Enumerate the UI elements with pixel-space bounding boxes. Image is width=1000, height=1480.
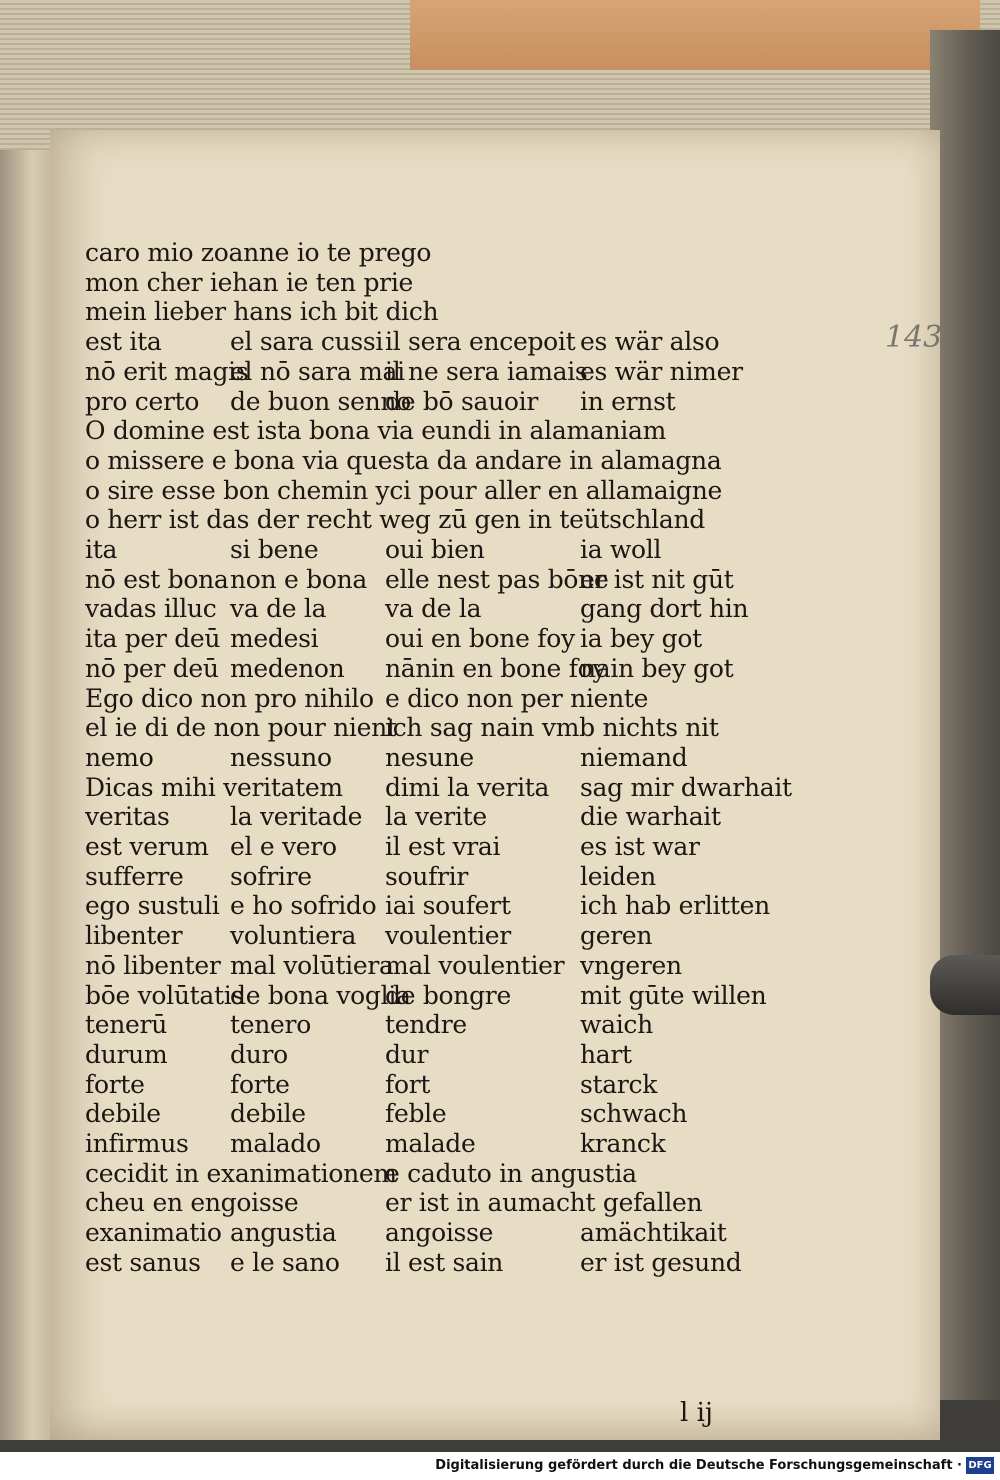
text-line-11-col-3: er ist nit gūt	[580, 564, 734, 594]
text-line-23-col-2: voulentier	[385, 921, 511, 951]
text-line-12-col-2: va de la	[385, 594, 482, 624]
book-fore-edge	[930, 30, 1000, 1450]
text-line-10-col-0: ita	[85, 535, 118, 564]
text-line-25-col-0: bōe volūtatis	[85, 980, 244, 1010]
text-line-4-col-0: nō erit magis	[85, 356, 249, 386]
text-line-33-col-2: angoisse	[385, 1218, 494, 1248]
text-line-24-col-3: vngeren	[580, 950, 682, 980]
dfg-logo: DFG	[966, 1457, 994, 1474]
text-line-13-col-0: ita per deū	[85, 624, 221, 654]
text-line-12-col-0: vadas illuc	[85, 594, 217, 624]
text-line-3-col-2: il sera encepoit	[385, 327, 576, 357]
text-line-28-col-2: fort	[385, 1069, 431, 1099]
text-line-21-col-1: sofrire	[230, 861, 312, 891]
text-line-28-col-1: forte	[230, 1069, 290, 1099]
text-line-13-col-2: oui en bone foy	[385, 624, 575, 654]
text-line-18-col-1: dimi la verita	[385, 772, 550, 802]
text-line-5-col-3: in ernst	[580, 386, 676, 416]
text-line-21-col-0: sufferre	[85, 861, 184, 891]
text-line-21-col-2: soufrir	[385, 861, 469, 891]
text-line-0-col-0: caro mio zoanne io te prego	[85, 238, 432, 267]
text-line-11-col-2: elle nest pas bōne	[385, 564, 609, 594]
text-line-20-col-0: est verum	[85, 832, 209, 861]
signature-mark: l ij	[680, 1398, 713, 1428]
text-line-2-col-0: mein lieber hans ich bit dich	[85, 297, 439, 327]
text-line-14-col-1: medenon	[230, 653, 345, 683]
text-line-8-col-0: o sire esse bon chemin yci pour aller en allamaigne	[85, 475, 723, 505]
text-line-19-col-3: die warhait	[580, 802, 721, 832]
text-line-12-col-1: va de la	[230, 594, 327, 624]
text-line-3-col-0: est ita	[85, 327, 162, 357]
text-line-5-col-2: de bō sauoir	[385, 386, 538, 416]
text-line-27-col-3: hart	[580, 1039, 632, 1069]
text-line-14-col-3: nain bey got	[580, 653, 734, 683]
text-line-33-col-1: angustia	[230, 1218, 337, 1248]
text-line-20-col-3: es ist war	[580, 832, 700, 861]
text-line-31-col-1: e caduto in angustia	[385, 1158, 637, 1188]
folio-number: 143	[885, 320, 943, 355]
text-line-34-col-1: e le sano	[230, 1247, 340, 1277]
text-line-1-col-0: mon cher iehan ie ten prie	[85, 267, 414, 297]
text-line-10-col-3: ia woll	[580, 535, 662, 564]
text-line-34-col-2: il est sain	[385, 1247, 504, 1277]
text-line-20-col-2: il est vrai	[385, 832, 501, 861]
text-line-6-col-0: O domine est ista bona via eundi in alamaniam	[85, 416, 666, 446]
text-line-26-col-1: tenero	[230, 1010, 311, 1040]
text-line-19-col-0: veritas	[85, 802, 170, 832]
text-line-17-col-0: nemo	[85, 742, 154, 772]
text-line-5-col-1: de buon senno	[230, 386, 411, 416]
text-line-14-col-0: nō per deū	[85, 653, 219, 683]
text-line-22-col-3: ich hab erlitten	[580, 891, 770, 921]
text-line-20-col-1: el e vero	[230, 832, 337, 861]
text-line-3-col-1: el sara cussi	[230, 327, 384, 357]
text-line-4-col-1: el nō sara mai	[230, 356, 405, 386]
text-line-27-col-2: dur	[385, 1039, 429, 1069]
text-line-23-col-0: libenter	[85, 921, 183, 951]
text-line-25-col-3: mit gūte willen	[580, 980, 767, 1010]
text-line-34-col-3: er ist gesund	[580, 1247, 742, 1277]
text-line-23-col-1: voluntiera	[230, 921, 357, 951]
text-line-34-col-0: est sanus	[85, 1247, 201, 1277]
text-line-31-col-0: cecidit in exanimationem	[85, 1158, 397, 1188]
text-line-10-col-1: si bene	[230, 535, 319, 564]
text-line-26-col-3: waich	[580, 1010, 653, 1040]
text-line-33-col-0: exanimatio	[85, 1218, 222, 1248]
text-line-25-col-2: de bongre	[385, 980, 511, 1010]
text-line-15-col-1: e dico non per niente	[385, 683, 649, 713]
text-line-24-col-2: mal voulentier	[385, 950, 565, 980]
footer-credit: Digitalisierung gefördert durch die Deutsche Forschungsgemeinschaft ·	[435, 1458, 962, 1473]
text-line-27-col-1: duro	[230, 1039, 288, 1069]
text-line-22-col-0: ego sustuli	[85, 891, 220, 921]
text-line-30-col-3: kranck	[580, 1129, 666, 1158]
text-line-26-col-2: tendre	[385, 1010, 467, 1040]
text-line-13-col-1: medesi	[230, 624, 319, 654]
text-line-19-col-2: la verite	[385, 802, 487, 832]
text-line-16-col-0: el ie di de non pour nient	[85, 713, 397, 743]
text-line-23-col-3: geren	[580, 921, 653, 951]
text-line-11-col-1: non e bona	[230, 564, 368, 594]
text-line-29-col-3: schwach	[580, 1099, 688, 1129]
text-line-14-col-2: nānin en bone foy	[385, 653, 607, 683]
text-line-5-col-0: pro certo	[85, 386, 200, 416]
text-line-11-col-0: nō est bona	[85, 564, 229, 594]
text-line-18-col-2: sag mir dwarhait	[580, 772, 792, 802]
text-line-7-col-0: o missere e bona via questa da andare in alamagna	[85, 445, 722, 475]
text-line-22-col-1: e ho sofrido	[230, 891, 377, 921]
text-line-16-col-1: ich sag nain vmb nichts nit	[385, 713, 719, 743]
footer-bar	[0, 1452, 1000, 1480]
text-line-4-col-2: il ne sera iamais	[385, 356, 588, 386]
text-line-30-col-1: malado	[230, 1129, 321, 1158]
text-line-21-col-3: leiden	[580, 861, 656, 891]
text-line-22-col-2: iai soufert	[385, 891, 511, 921]
text-line-18-col-0: Dicas mihi veritatem	[85, 772, 343, 802]
text-line-33-col-3: amächtikait	[580, 1218, 727, 1248]
text-line-30-col-0: infirmus	[85, 1129, 189, 1158]
book-cover-edge	[410, 0, 980, 70]
text-line-17-col-1: nessuno	[230, 742, 332, 772]
text-line-30-col-2: malade	[385, 1129, 476, 1158]
text-line-9-col-0: o herr ist das der recht weg zū gen in teütschland	[85, 505, 705, 535]
text-line-15-col-0: Ego dico non pro nihilo	[85, 683, 374, 713]
book-clip	[930, 955, 1000, 1015]
text-line-27-col-0: durum	[85, 1039, 168, 1069]
text-line-32-col-0: cheu en engoisse	[85, 1188, 299, 1218]
text-line-10-col-2: oui bien	[385, 535, 485, 564]
text-line-24-col-0: nō libenter	[85, 950, 221, 980]
text-line-12-col-3: gang dort hin	[580, 594, 749, 624]
text-line-19-col-1: la veritade	[230, 802, 363, 832]
text-line-4-col-3: es wär nimer	[580, 356, 743, 386]
text-line-29-col-0: debile	[85, 1099, 161, 1129]
book-page	[50, 130, 943, 1440]
text-line-29-col-2: feble	[385, 1099, 447, 1129]
text-line-3-col-3: es wär also	[580, 327, 720, 357]
text-line-32-col-1: er ist in aumacht gefallen	[385, 1188, 703, 1218]
text-line-24-col-1: mal volūtiera	[230, 950, 394, 980]
text-line-25-col-1: de bona voglia	[230, 980, 411, 1010]
text-line-13-col-3: ia bey got	[580, 624, 702, 654]
text-line-28-col-3: starck	[580, 1069, 658, 1099]
text-line-17-col-2: nesune	[385, 742, 474, 772]
text-line-28-col-0: forte	[85, 1069, 145, 1099]
text-line-29-col-1: debile	[230, 1099, 306, 1129]
text-line-17-col-3: niemand	[580, 742, 688, 772]
text-line-26-col-0: tenerū	[85, 1010, 167, 1040]
